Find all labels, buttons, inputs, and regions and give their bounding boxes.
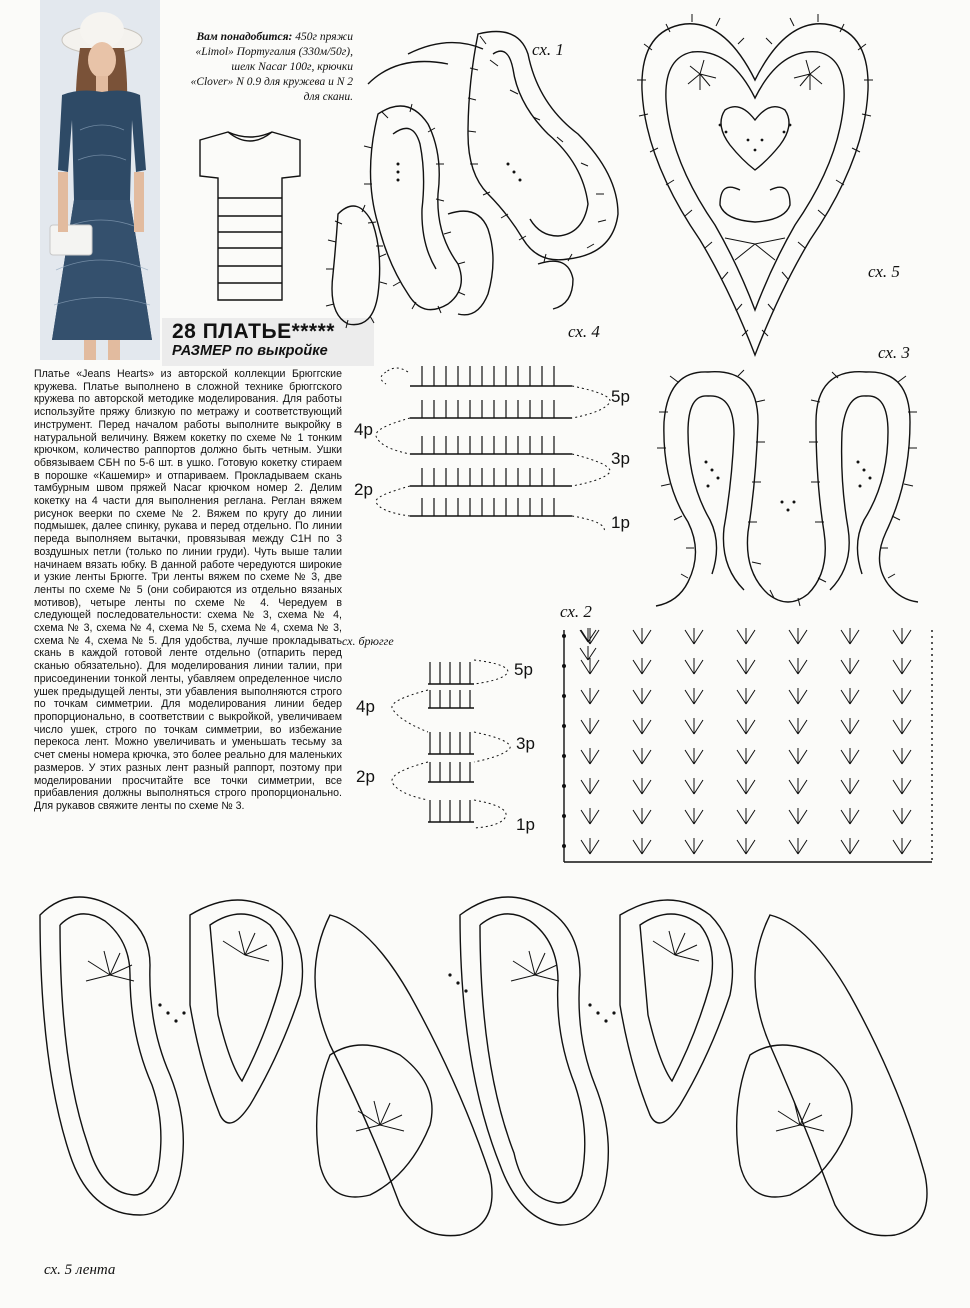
s4-row-4-label: 4р <box>354 420 373 439</box>
scheme-5-tape-diagram <box>30 885 950 1270</box>
page-title: 28 ПЛАТЬЕ***** <box>172 320 335 343</box>
size-subtitle: РАЗМЕР по выкройке <box>172 343 328 359</box>
scheme-3-label: сх. 3 <box>878 343 910 362</box>
scheme-4-label: сх. 4 <box>568 322 600 341</box>
bruges-row-1-label: 1р <box>516 815 535 834</box>
garment-pattern-sketch <box>196 128 304 306</box>
model-photo <box>40 0 160 360</box>
scheme-1-diagram <box>318 14 648 344</box>
bruges-row-2-label: 2р <box>356 767 375 786</box>
scheme-2-label: сх. 2 <box>560 602 592 621</box>
scheme-5-tape-label: сх. 5 лента <box>44 1262 116 1278</box>
scheme-2-diagram <box>560 622 940 872</box>
s4-row-1-label: 1р <box>611 513 630 532</box>
bruges-row-4-label: 4р <box>356 697 375 716</box>
s4-row-2-label: 2р <box>354 480 373 499</box>
s4-row-3-label: 3р <box>611 449 630 468</box>
bruges-scheme-label: сх. брюгге <box>342 634 394 648</box>
materials-body: 450г пряжи «Limol» Португалия (330м/50г), шелк Nacar 100г, крючки «Clover» N 0.9 для кружева и N 2 для скани. <box>190 31 353 103</box>
materials-prefix: Вам понадобится: <box>196 31 293 43</box>
s4-row-5-label: 5р <box>611 387 630 406</box>
bruges-row-5-label: 5р <box>514 660 533 679</box>
instructions-text: Платье «Jeans Hearts» из авторской коллекции Брюггские кружева. Платье выполнено в сложной технике брюггского кружева по авторской методике моделирования. Для работы используйте пряжу близкую по метражу и соответствующий инструмент. Перед началом работы выполните выкройку в натуральной величину. Вяжем кокетку по схеме № 1 тонким крючком, количество раппортов должно быть четным. Ушки обвязываем СБН по 5-6 шт. в ушко. Готовую кокетку стираем в порошке «Кашемир» и отпариваем. Прокладываем скань тамбурным швом пряжей Nacar крючком номер 2. Делим кокетку на 4 части для выполнения реглана. Реглан вяжем рисунок веерки по схеме № 2. Вяжем по кругу до линии подмышек, далее спинку, рукава и перед отдельно. По линии переда выполняем вытачки, провязывая между С1Н по 3 воздушных петли (только по линии груди). Чуть выше талии начинаем вязать юбку. В данной работе чередуются широкие и узкие ленты Брюгге. Три ленты вяжем по схеме № 3, две ленты по схеме № 5 (они собираются из отдельно вязаных мотивов), четыре ленты по схеме № 4. Чередуем в следующей последовательности: схема № 3, схема № 4, схема № 3, схема № 4, схема № 5, схема № 4, схема № 3, схема № 4, схема № 5. Для удобства, лучше прокладывать скань в каждой готовой ленте отдельно (отпарить перед сканью обязательно). Для моделирования линии талии, при присоединении тонкой ленты, убавляем определенное число ушек предыдущей ленты, эти убавления выполняются строго по точкам симметрии. Для моделирования линии бедер пропорционально, в соответствии с выкройкой, увеличиваем число ушек, строго по точкам симметрии, во избежание перекоса лент. Можно увеличивать и уменьшать тесьму за счет смены номера крючка, это более реально для маленьких размеров. У этих разных лент разный раппорт, поэтому при моделировании просчитайте все точки симметрии, все прибавления должны выполняться строго пропорционально. Для рукавов свяжите ленты по схеме № 3. <box>34 368 342 812</box>
bruges-row-3-label: 3р <box>516 734 535 753</box>
scheme-3-diagram <box>648 352 928 622</box>
scheme-5-diagram <box>630 10 880 370</box>
bruges-scheme-diagram <box>384 650 524 850</box>
scheme-1-label: сх. 1 <box>532 40 564 59</box>
scheme-4-diagram <box>372 356 622 536</box>
scheme-5-label: сх. 5 <box>868 262 900 281</box>
